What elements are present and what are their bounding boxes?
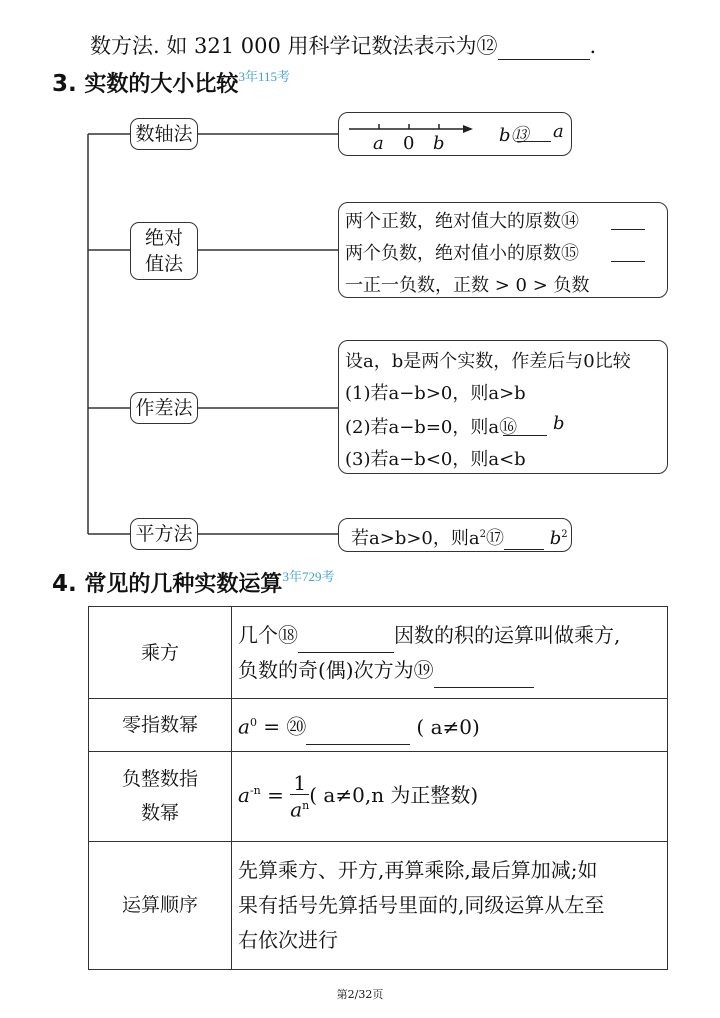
method-square: [130, 518, 198, 550]
rule-line-3-b: b: [553, 413, 565, 434]
section-title: 实数的大小比较: [84, 72, 239, 97]
intro-period: .: [589, 34, 597, 58]
difference-box: [338, 340, 668, 474]
exam-frequency-badge: 3年115考: [238, 69, 290, 84]
method-absolute-value: [130, 222, 198, 280]
answer-blank-17: [504, 529, 544, 550]
answer-blank-19: [434, 667, 534, 688]
table-row: [89, 751, 668, 841]
text: 果有括号先算括号里面的,同级运算从左至: [238, 892, 605, 917]
result-a: a: [553, 121, 564, 142]
row-content: [232, 751, 668, 841]
var-b: b: [549, 528, 562, 549]
row-label: [89, 751, 232, 841]
text: 先算乘方、开方,再算乘除,最后算加减;如: [238, 857, 598, 882]
rule-line-3: (2)若a−b=0，则a⑯: [345, 417, 518, 438]
result-b: b⑬: [499, 125, 529, 146]
text: 右依次进行: [238, 927, 338, 952]
fraction: [290, 772, 309, 821]
row-content: [232, 841, 668, 969]
square-rule: [351, 524, 568, 550]
page-number: 第2/32页: [336, 988, 384, 1001]
answer-blank-13: [517, 121, 551, 142]
number-line-box: [338, 112, 572, 156]
absolute-value-box: [338, 202, 668, 298]
answer-blank-20: [306, 724, 410, 745]
answer-blank-18: [298, 632, 394, 653]
row-label: 零指数幂: [89, 699, 232, 752]
exponent: n: [302, 798, 310, 812]
method-label: 作差法: [135, 397, 193, 419]
rule-line-3: 一正一负数，正数 > 0 > 负数: [345, 275, 590, 296]
method-label: 平方法: [135, 523, 193, 545]
exponent: 0: [249, 716, 257, 729]
section-title: 常见的几种实数运算: [84, 572, 283, 597]
answer-blank-14: [611, 209, 645, 230]
table-row: [89, 841, 668, 969]
circle-17: ⑰: [485, 528, 504, 549]
var-a: a: [238, 714, 250, 739]
condition: ( a≠0): [416, 714, 480, 739]
section-number: 3.: [52, 71, 77, 97]
row-label: 运算顺序: [89, 841, 232, 969]
row-label: 乘方: [89, 607, 232, 699]
label-line1: 负整数指: [121, 768, 198, 791]
label-line2: 数幂: [140, 802, 179, 825]
section-number: 4.: [52, 571, 77, 597]
section-4-heading: [52, 566, 334, 598]
rule-line-4: (3)若a−b<0，则a<b: [345, 449, 526, 470]
method-label-line1: 绝对: [144, 227, 183, 249]
answer-blank-16: [503, 415, 547, 436]
row-content: [232, 699, 668, 752]
axis-label-0: 0: [403, 133, 415, 154]
text: 几个⑱: [238, 622, 298, 647]
row-content: [232, 607, 668, 699]
method-difference: [130, 392, 198, 424]
axis-label-b: b: [433, 133, 445, 154]
exponent: 2: [561, 529, 568, 540]
var-a: a: [238, 782, 250, 807]
square-box: [338, 518, 572, 552]
operations-table: [88, 606, 668, 970]
table-row: [89, 607, 668, 699]
exponent: -n: [249, 784, 261, 797]
exponent: 2: [479, 529, 486, 540]
method-number-line: [130, 118, 198, 150]
axis-label-a: a: [373, 133, 384, 154]
denominator: [290, 795, 309, 821]
answer-blank-15: [611, 241, 645, 262]
rule-line-1: 设a，b是两个实数，作差后与0比较: [345, 351, 631, 372]
condition: ( a≠0,n 为正整数): [309, 782, 479, 807]
rule-line-1: 两个正数，绝对值大的原数⑭: [345, 211, 579, 232]
intro-text: 数方法. 如 321 000 用科学记数法表示为⑫: [90, 34, 498, 58]
table-row: [89, 699, 668, 752]
square-rule-text: 若a>b>0，则a: [351, 528, 480, 549]
rule-line-2: (1)若a−b>0，则a>b: [345, 383, 526, 404]
method-label: 数轴法: [135, 123, 193, 145]
rule-line-2: 两个负数，绝对值小的原数⑮: [345, 243, 579, 264]
text: 因数的积的运算叫做乘方,: [394, 622, 621, 647]
text: = ⑳: [256, 714, 307, 739]
text: =: [260, 782, 291, 807]
method-label-line2: 值法: [144, 253, 183, 275]
exam-frequency-badge: 3年729考: [282, 569, 335, 584]
text: 负数的奇(偶)次方为⑲: [238, 657, 434, 682]
numerator: 1: [290, 772, 309, 795]
var-a: a: [290, 797, 303, 822]
